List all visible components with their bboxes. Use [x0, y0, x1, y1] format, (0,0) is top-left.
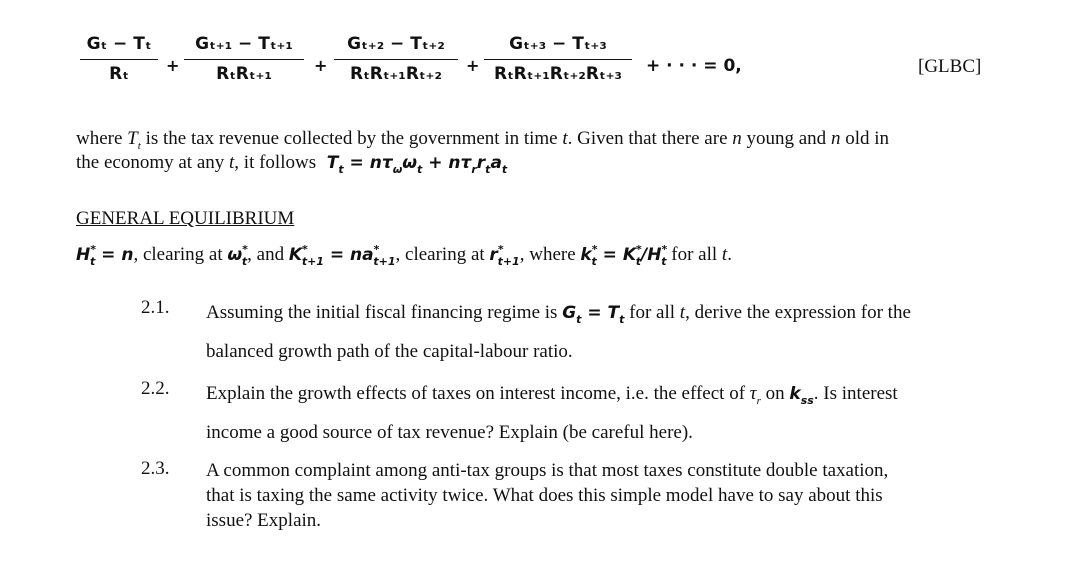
text: old in — [845, 128, 889, 149]
math-k-ratio: $k^*_t = K^*_t/H^*_t$ — [580, 243, 668, 268]
math-n: n — [830, 128, 841, 149]
text: income a good source of tax revenue? Explain (be careful here). — [206, 422, 693, 443]
math-k-ss: $k_{ss}$ — [789, 384, 814, 407]
question-line: that is taxing the same activity twice. What does this simple model have to say about this — [206, 485, 883, 506]
term-3-denominator: RₜRₜ₊₁Rₜ₊₂ — [350, 64, 442, 84]
fraction-bar — [484, 59, 632, 60]
text: Assuming the initial fiscal financing regime is — [206, 302, 558, 323]
series-tail: + · · · = 0, — [646, 56, 742, 76]
text: Explain the growth effects of taxes on interest income, i.e. the effect of — [206, 383, 746, 404]
where-line-2 — [76, 151, 507, 182]
text: , where — [519, 244, 576, 265]
glbc-term-1 — [80, 34, 158, 84]
text: where — [76, 128, 123, 149]
math-T-t: $T_t$ — [127, 128, 141, 152]
text: , and — [247, 244, 285, 265]
question-number: 2.3. — [141, 458, 170, 479]
math-G-eq-T: $G_t = T_t$ — [562, 303, 625, 326]
term-4-numerator: Gₜ₊₃ − Tₜ₊₃ — [509, 34, 607, 54]
plus-sign: + — [466, 56, 480, 75]
plus-sign: + — [314, 56, 328, 75]
plus-sign: + — [166, 56, 180, 75]
fraction-bar — [80, 59, 158, 60]
question-number: 2.1. — [141, 297, 170, 318]
math-K-eq-na: $K^*_{t+1} = na^*_{t+1}$ — [288, 243, 396, 268]
term-1-numerator: Gₜ − Tₜ — [86, 34, 152, 54]
equilibrium-conditions: $H^*_t = n$, clearing at $\omega^*_t$, and $K^*_{t+1} = na^*_{t+1}$, clearing at $r^*_{t+1}$, where $k^*_t = K^*_t/H^*_t$ for all t. — [76, 243, 732, 268]
term-1-denominator: Rₜ — [109, 64, 129, 84]
question-number: 2.2. — [141, 378, 170, 399]
text: young and — [746, 128, 827, 149]
general-equilibrium-heading: GENERAL EQUILIBRIUM — [76, 208, 295, 229]
text: , clearing at — [395, 244, 485, 265]
text: for all — [671, 244, 718, 265]
text: . Is interest — [813, 383, 898, 404]
text: , derive the expression for the — [685, 302, 911, 323]
term-2-numerator: Gₜ₊₁ − Tₜ₊₁ — [195, 34, 293, 54]
math-t: t — [679, 302, 686, 323]
question-text — [206, 378, 996, 449]
fraction-bar — [184, 59, 304, 60]
math-tau-r: $\tau_r$ — [749, 383, 761, 407]
text: for all — [629, 302, 676, 323]
text: balanced growth path of the capital-labour ratio. — [206, 341, 573, 362]
text: the economy at any — [76, 152, 225, 173]
text: , it follows — [234, 152, 317, 173]
fraction-bar — [334, 59, 458, 60]
math-n: n — [732, 128, 742, 149]
term-3-numerator: Gₜ₊₂ − Tₜ₊₂ — [347, 34, 445, 54]
text: . Given that there are — [567, 128, 728, 149]
question-text — [206, 297, 996, 368]
term-2-denominator: RₜRₜ₊₁ — [216, 64, 272, 84]
math-H-eq-n: $H^*_t = n$ — [76, 243, 134, 268]
math-t: t — [229, 152, 235, 173]
math-t: t — [562, 128, 568, 149]
math-r-star: $r^*_{t+1}$ — [489, 243, 520, 268]
glbc-term-4 — [484, 34, 632, 84]
glbc-term-2 — [184, 34, 304, 84]
equation-label: [GLBC] — [918, 56, 982, 77]
text: , clearing at — [133, 244, 223, 265]
glbc-term-3 — [334, 34, 458, 84]
math-t: t — [721, 244, 728, 265]
tax-revenue-formula: $T_t = n\tau_\omega\omega_t + n\tau_rr_ta_t$ — [320, 153, 508, 176]
text: on — [765, 383, 785, 404]
term-4-denominator: RₜRₜ₊₁Rₜ₊₂Rₜ₊₃ — [494, 64, 622, 84]
math-omega-star: $\omega^*_t$ — [227, 243, 248, 268]
question-line: A common complaint among anti-tax groups is that most taxes constitute double taxation, — [206, 460, 889, 481]
question-line: issue? Explain. — [206, 510, 322, 531]
question-text — [206, 458, 996, 533]
text: is the tax revenue collected by the government in time — [145, 128, 558, 149]
